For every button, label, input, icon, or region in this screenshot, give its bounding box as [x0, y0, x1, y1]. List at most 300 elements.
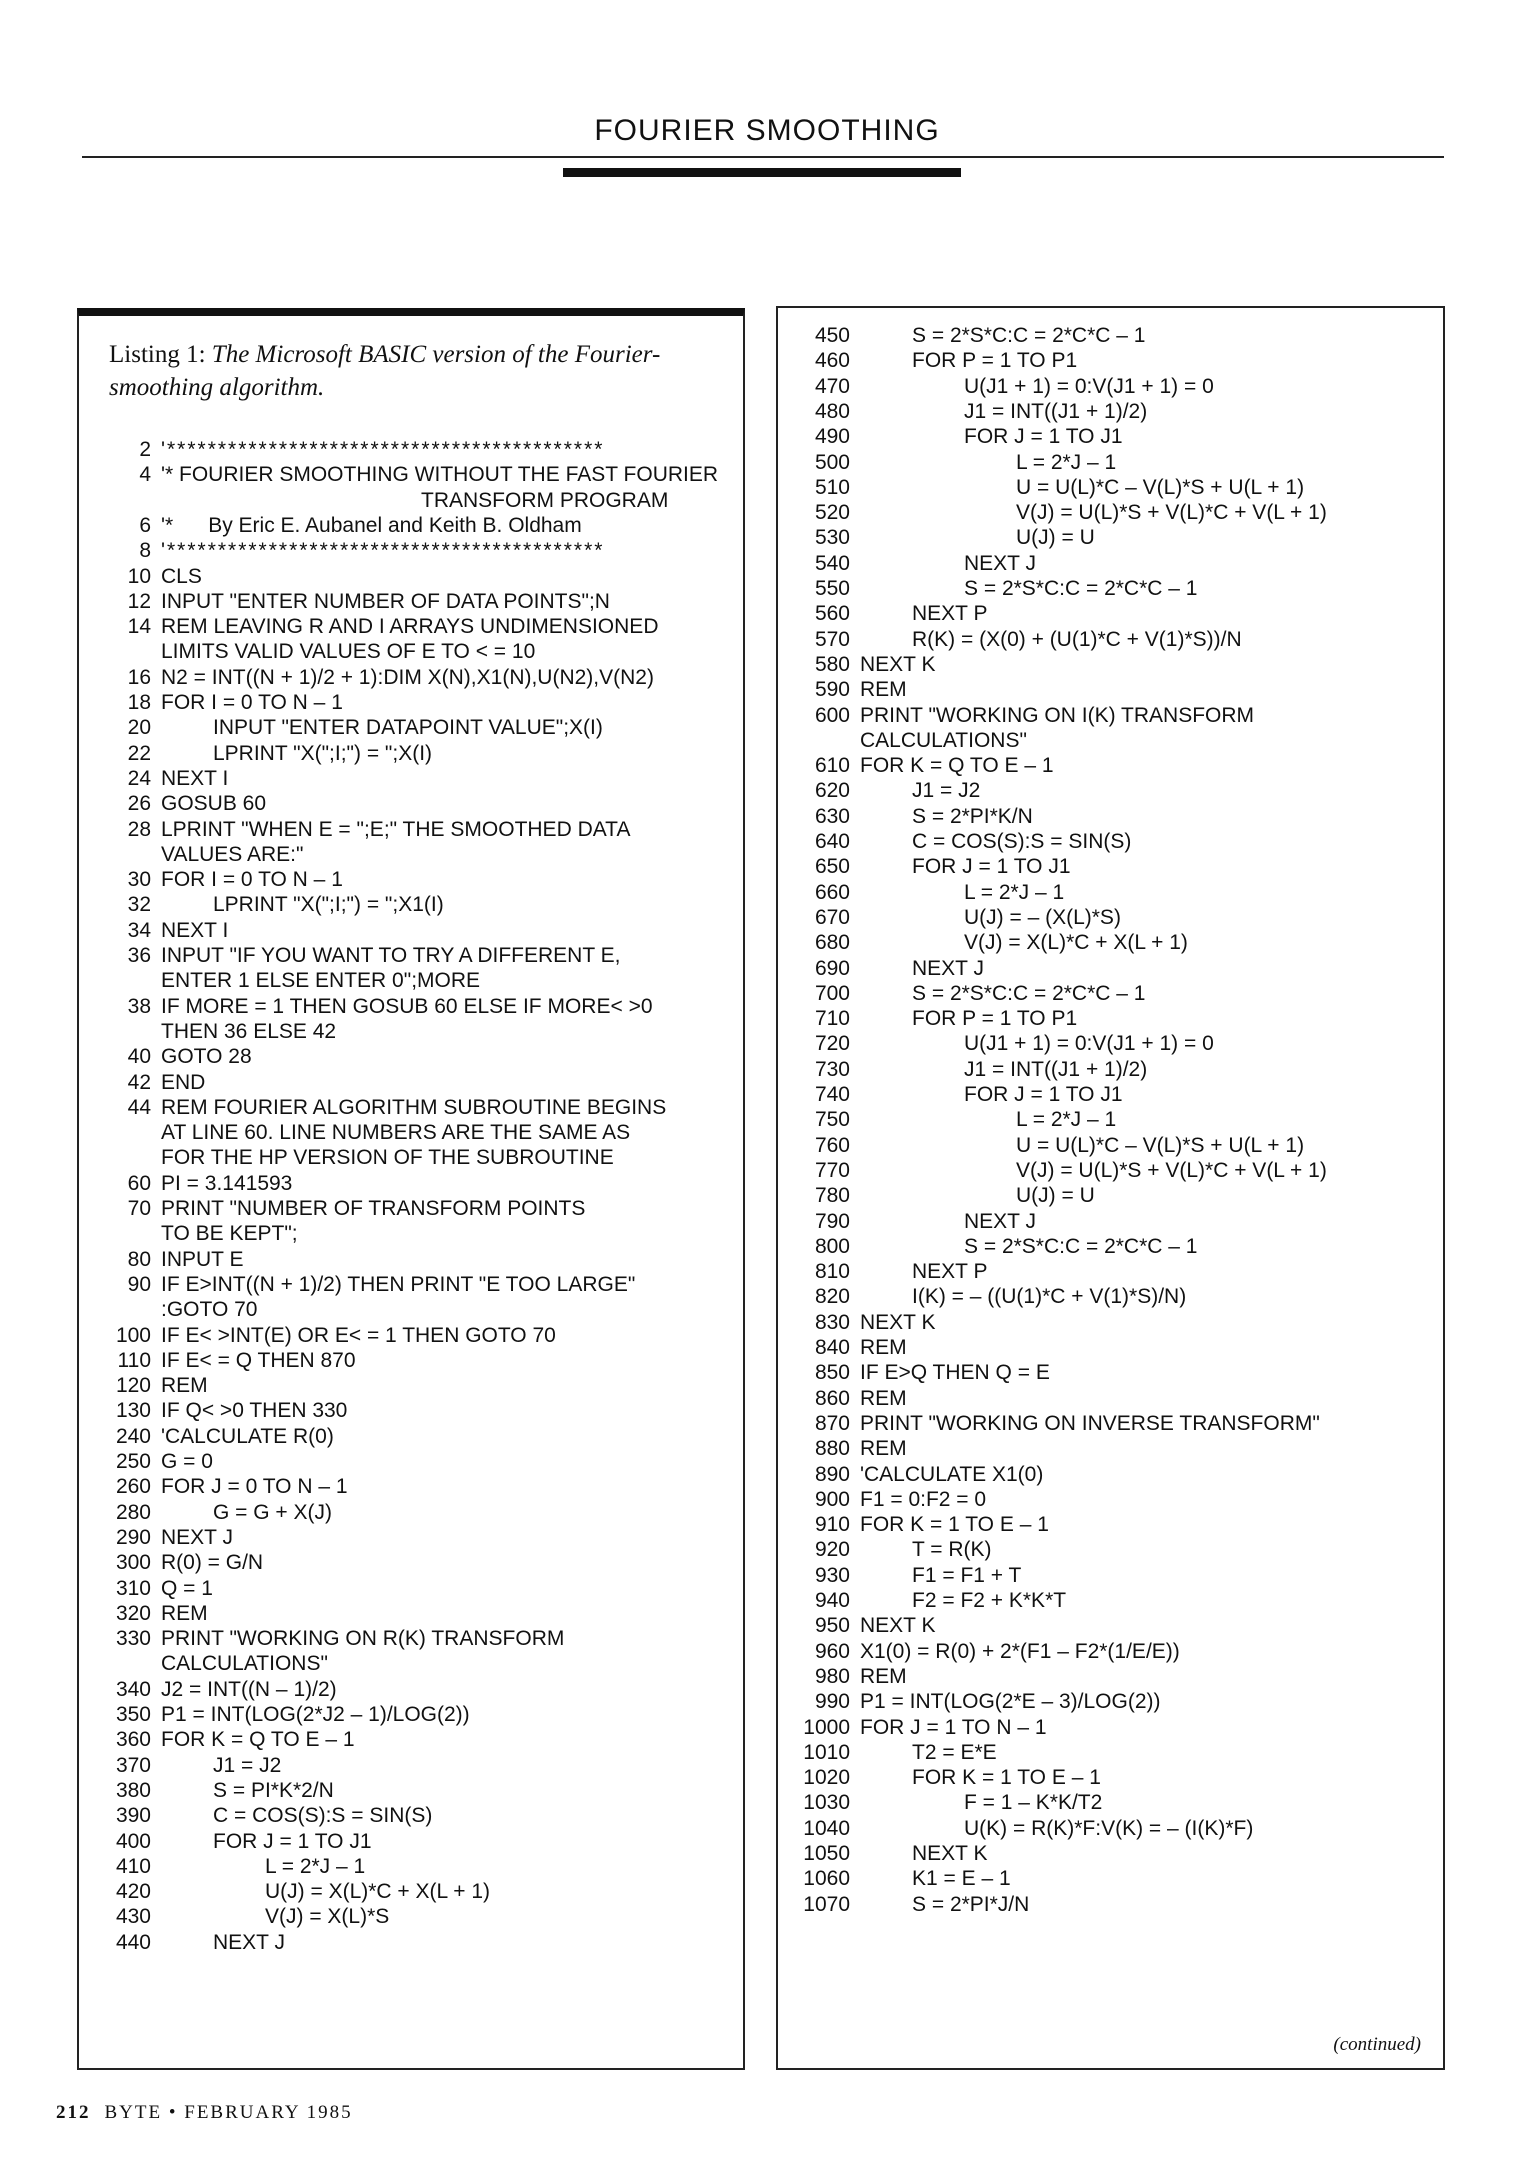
code-line	[778, 1134, 1442, 1159]
code-text: NEXT I	[161, 918, 229, 942]
line-number: 20	[127, 716, 151, 740]
code-text: V(J) = U(L)*S + V(L)*C + V(L + 1)	[1016, 501, 1327, 525]
code-text: R(0) = G/N	[161, 1551, 264, 1575]
line-number: 4	[139, 463, 151, 487]
line-number: 14	[127, 615, 151, 639]
line-number: 340	[115, 1677, 151, 1701]
code-line	[778, 1184, 1442, 1209]
code-line	[778, 349, 1442, 374]
code-line	[778, 1463, 1442, 1488]
code-text: :GOTO 70	[161, 1298, 258, 1322]
code-line	[79, 1045, 743, 1070]
code-line	[778, 1007, 1442, 1032]
code-text: FOR J = 1 TO J1	[213, 1829, 372, 1853]
code-line	[778, 1538, 1442, 1563]
line-number: 560	[814, 602, 850, 626]
code-text: IF MORE = 1 THEN GOSUB 60 ELSE IF MORE< >0	[161, 994, 653, 1018]
header-rule	[82, 156, 1444, 158]
code-text: FOR THE HP VERSION OF THE SUBROUTINE	[161, 1146, 614, 1170]
line-number: 690	[814, 956, 850, 980]
listing-box-left	[77, 308, 745, 2070]
code-line	[79, 716, 743, 741]
code-text: FOR P = 1 TO P1	[912, 1007, 1078, 1031]
code-text: PRINT "NUMBER OF TRANSFORM POINTS	[161, 1197, 586, 1220]
code-text: S = 2*PI*K/N	[912, 804, 1033, 828]
code-text: J1 = INT((J1 + 1)/2)	[964, 1057, 1148, 1081]
code-line	[778, 1210, 1442, 1235]
line-number: 640	[814, 830, 850, 853]
line-number: 590	[814, 678, 850, 702]
code-line	[79, 1324, 743, 1349]
code-text: '* By Eric E. Aubanel and Keith B. Oldham	[161, 513, 582, 537]
line-number: 360	[115, 1728, 151, 1752]
code-line	[778, 1159, 1442, 1184]
code-line	[778, 931, 1442, 956]
code-text: FOR K = 1 TO E – 1	[860, 1513, 1049, 1537]
code-text: NEXT J	[161, 1525, 233, 1549]
code-text: J1 = INT((J1 + 1)/2)	[964, 399, 1148, 423]
code-line	[778, 1437, 1442, 1462]
code-line	[79, 1146, 743, 1171]
line-number: 680	[814, 931, 850, 955]
line-number: 16	[127, 665, 151, 689]
line-number: 350	[115, 1703, 151, 1726]
line-number: 740	[814, 1083, 850, 1106]
line-number: 2	[139, 438, 151, 461]
code-text: IF E< >INT(E) OR E< = 1 THEN GOTO 70	[161, 1323, 556, 1347]
code-text: FOR I = 0 TO N – 1	[161, 691, 343, 714]
code-line	[79, 1703, 743, 1728]
code-line	[79, 995, 743, 1020]
code-line	[79, 1172, 743, 1197]
line-number: 300	[115, 1551, 151, 1575]
code-text: THEN 36 ELSE 42	[161, 1019, 337, 1043]
code-text: FOR K = Q TO E – 1	[161, 1728, 355, 1752]
code-text: FOR I = 0 TO N – 1	[161, 868, 343, 892]
line-number: 1070	[803, 1892, 850, 1916]
line-number: 320	[115, 1601, 151, 1625]
code-line	[778, 1412, 1442, 1437]
code-text: TO BE KEPT";	[161, 1222, 298, 1246]
line-number: 44	[127, 1095, 151, 1119]
code-text: G = G + X(J)	[213, 1500, 333, 1524]
code-line	[79, 590, 743, 615]
code-text: NEXT K	[860, 652, 936, 676]
code-text: FOR J = 0 TO N – 1	[161, 1475, 348, 1499]
code-line	[79, 1931, 743, 1956]
line-number: 60	[127, 1171, 151, 1195]
line-number: 240	[115, 1424, 151, 1448]
code-line	[79, 969, 743, 994]
line-number: 810	[814, 1260, 850, 1284]
code-line	[79, 1855, 743, 1880]
code-text: REM	[860, 678, 907, 702]
code-text: REM	[860, 1386, 907, 1410]
line-number: 910	[814, 1513, 850, 1537]
code-text: REM	[860, 1664, 907, 1688]
line-number: 420	[115, 1880, 151, 1904]
code-line	[79, 1020, 743, 1045]
code-text: P1 = INT(LOG(2*J2 – 1)/LOG(2))	[161, 1703, 470, 1726]
line-number: 1030	[803, 1791, 850, 1815]
line-number: 620	[814, 779, 850, 803]
line-number: 1040	[803, 1816, 850, 1840]
code-line	[79, 1298, 743, 1323]
line-number: 600	[814, 703, 850, 727]
code-line	[79, 1880, 743, 1905]
line-number: 310	[115, 1576, 151, 1600]
code-line	[79, 1248, 743, 1273]
code-line	[778, 1513, 1442, 1538]
code-text: U = U(L)*C – V(L)*S + U(L + 1)	[1016, 1133, 1305, 1157]
code-text: IF E< = Q THEN 870	[161, 1348, 356, 1372]
line-number: 1000	[803, 1715, 850, 1739]
line-number: 26	[127, 792, 151, 816]
code-line	[79, 640, 743, 665]
code-line	[778, 476, 1442, 501]
code-text: S = 2*PI*J/N	[912, 1892, 1030, 1916]
line-number: 610	[814, 754, 850, 778]
line-number: 1060	[803, 1867, 850, 1891]
code-text: S = 2*S*C:C = 2*C*C – 1	[912, 981, 1146, 1005]
code-line	[79, 1627, 743, 1652]
code-line	[79, 1425, 743, 1450]
code-line	[778, 729, 1442, 754]
line-number: 280	[115, 1500, 151, 1524]
code-line	[778, 1260, 1442, 1285]
code-text: ENTER 1 ELSE ENTER 0";MORE	[161, 969, 481, 993]
code-text: NEXT K	[912, 1842, 988, 1865]
line-number: 830	[814, 1310, 850, 1334]
code-line	[79, 1830, 743, 1855]
code-line	[778, 1387, 1442, 1412]
code-line	[79, 868, 743, 893]
listing-caption-label: Listing 1:	[109, 341, 206, 368]
line-number: 710	[814, 1007, 850, 1031]
code-text: J2 = INT((N – 1)/2)	[161, 1677, 337, 1701]
code-line	[79, 944, 743, 969]
line-number: 980	[814, 1664, 850, 1688]
code-text: C = COS(S):S = SIN(S)	[213, 1804, 433, 1828]
code-line	[79, 1399, 743, 1424]
code-text: REM FOURIER ALGORITHM SUBROUTINE BEGINS	[161, 1095, 667, 1119]
line-number: 42	[127, 1070, 151, 1094]
code-line	[778, 1032, 1442, 1057]
page-header-title: FOURIER SMOOTHING	[594, 114, 940, 147]
code-text: PRINT "WORKING ON I(K) TRANSFORM	[860, 703, 1255, 727]
code-line	[778, 1665, 1442, 1690]
code-line	[79, 539, 743, 564]
code-text: NEXT J	[213, 1930, 285, 1954]
code-line	[778, 855, 1442, 880]
code-line	[778, 830, 1442, 855]
code-line	[79, 919, 743, 944]
code-text: C = COS(S):S = SIN(S)	[912, 830, 1132, 853]
line-number: 430	[115, 1905, 151, 1929]
code-line	[79, 1779, 743, 1804]
listing-box-right	[776, 306, 1445, 2070]
line-number: 860	[814, 1386, 850, 1410]
line-number: 130	[115, 1399, 151, 1423]
code-line	[79, 1804, 743, 1829]
code-text: REM	[161, 1601, 208, 1625]
line-number: 930	[814, 1563, 850, 1587]
code-line	[778, 1640, 1442, 1665]
line-number: 920	[814, 1538, 850, 1562]
line-number: 750	[814, 1108, 850, 1132]
code-text: F1 = 0:F2 = 0	[860, 1487, 987, 1511]
line-number: 870	[814, 1411, 850, 1435]
code-line	[79, 1678, 743, 1703]
code-text: L = 2*J – 1	[1016, 1108, 1117, 1132]
line-number: 960	[814, 1639, 850, 1663]
code-text: INPUT "IF YOU WANT TO TRY A DIFFERENT E,	[161, 944, 621, 967]
line-number: 30	[127, 868, 151, 892]
code-text: INPUT "ENTER NUMBER OF DATA POINTS";N	[161, 589, 610, 613]
code-line	[79, 1501, 743, 1526]
code-line	[79, 514, 743, 539]
code-text: J1 = J2	[912, 779, 981, 803]
line-number: 18	[127, 691, 151, 714]
code-text: U(J1 + 1) = 0:V(J1 + 1) = 0	[964, 374, 1214, 398]
code-text: U(J1 + 1) = 0:V(J1 + 1) = 0	[964, 1032, 1214, 1056]
code-text: 'CALCULATE R(0)	[161, 1424, 334, 1448]
line-number: 570	[814, 627, 850, 651]
line-number: 100	[115, 1323, 151, 1347]
code-text: LPRINT "X(";I;") = ";X1(I)	[213, 893, 444, 917]
line-number: 70	[127, 1197, 151, 1220]
code-text: NEXT K	[860, 1614, 936, 1638]
code-line	[778, 754, 1442, 779]
line-number: 800	[814, 1234, 850, 1258]
code-line	[778, 1108, 1442, 1133]
code-text: FOR J = 1 TO J1	[964, 425, 1123, 449]
listing-caption	[109, 338, 709, 404]
line-number: 1050	[803, 1842, 850, 1865]
line-number: 390	[115, 1804, 151, 1828]
line-number: 780	[814, 1184, 850, 1208]
code-text: FOR K = 1 TO E – 1	[912, 1766, 1101, 1790]
code-line	[79, 1754, 743, 1779]
line-number: 630	[814, 804, 850, 828]
code-text: END	[161, 1070, 206, 1094]
listing-caption-text: The Microsoft BASIC version of the Fourier-smoothing algorithm.	[109, 341, 661, 401]
line-number: 260	[115, 1475, 151, 1499]
line-number: 38	[127, 994, 151, 1018]
line-number: 370	[115, 1753, 151, 1777]
line-number: 1020	[803, 1766, 850, 1790]
code-line	[778, 1817, 1442, 1842]
line-number: 940	[814, 1589, 850, 1612]
code-text: V(J) = X(L)*S	[265, 1905, 390, 1929]
code-text: GOTO 28	[161, 1045, 252, 1069]
code-text: LPRINT "X(";I;") = ";X(I)	[213, 741, 433, 765]
code-line	[778, 1867, 1442, 1892]
code-line	[79, 565, 743, 590]
line-number: 730	[814, 1057, 850, 1081]
line-number: 12	[127, 589, 151, 613]
line-number: 22	[127, 741, 151, 765]
line-number: 480	[814, 399, 850, 423]
code-line	[79, 1602, 743, 1627]
code-text: '*******************************************	[161, 539, 605, 563]
code-line	[79, 438, 743, 463]
code-text: CLS	[161, 564, 202, 588]
code-line	[778, 526, 1442, 551]
code-text: S = 2*S*C:C = 2*C*C – 1	[964, 1234, 1198, 1258]
code-line	[79, 792, 743, 817]
code-text: PI = 3.141593	[161, 1171, 293, 1195]
code-line	[79, 1526, 743, 1551]
code-text: IF E>Q THEN Q = E	[860, 1361, 1050, 1385]
code-text: INPUT "ENTER DATAPOINT VALUE";X(I)	[213, 716, 603, 740]
page-footer	[56, 2102, 353, 2124]
code-line	[778, 1235, 1442, 1260]
code-line	[79, 1121, 743, 1146]
code-text: S = PI*K*2/N	[213, 1778, 334, 1802]
code-text: REM	[860, 1336, 907, 1359]
code-line	[778, 375, 1442, 400]
line-number: 28	[127, 817, 151, 841]
header-bar	[563, 168, 961, 177]
code-text: NEXT J	[964, 1209, 1036, 1233]
code-text: REM LEAVING R AND I ARRAYS UNDIMENSIONED	[161, 615, 659, 639]
code-line	[778, 957, 1442, 982]
code-line	[79, 691, 743, 716]
code-text: U(J) = U	[1016, 526, 1095, 550]
line-number: 660	[814, 880, 850, 904]
code-text: IF E>INT((N + 1)/2) THEN PRINT "E TOO LARGE"	[161, 1272, 636, 1296]
line-number: 24	[127, 766, 151, 790]
line-number: 120	[115, 1374, 151, 1398]
line-number: 10	[127, 564, 151, 588]
code-line	[778, 1564, 1442, 1589]
code-line	[778, 779, 1442, 804]
line-number: 700	[814, 981, 850, 1005]
code-text: L = 2*J – 1	[1016, 450, 1117, 474]
code-text: T = R(K)	[912, 1538, 992, 1562]
code-text: PRINT "WORKING ON R(K) TRANSFORM	[161, 1627, 565, 1651]
code-text: V(J) = U(L)*S + V(L)*C + V(L + 1)	[1016, 1158, 1327, 1182]
code-line	[778, 1741, 1442, 1766]
code-text: REM	[860, 1437, 907, 1461]
code-line	[79, 818, 743, 843]
code-text: NEXT I	[161, 766, 229, 790]
code-line	[778, 1083, 1442, 1108]
code-text: U(J) = X(L)*C + X(L + 1)	[265, 1880, 491, 1904]
code-line	[778, 678, 1442, 703]
code-line	[79, 1652, 743, 1677]
code-text: 'CALCULATE X1(0)	[860, 1462, 1044, 1486]
code-text: GOSUB 60	[161, 792, 267, 816]
line-number: 40	[127, 1045, 151, 1069]
line-number: 470	[814, 374, 850, 398]
code-text: R(K) = (X(0) + (U(1)*C + V(1)*S))/N	[912, 627, 1242, 651]
code-line	[79, 1374, 743, 1399]
code-text: '* FOURIER SMOOTHING WITHOUT THE FAST FOURIER	[161, 463, 719, 487]
code-line	[778, 1336, 1442, 1361]
line-number: 32	[127, 893, 151, 917]
code-line	[778, 1614, 1442, 1639]
code-line	[778, 324, 1442, 349]
code-line	[778, 1361, 1442, 1386]
line-number: 650	[814, 855, 850, 879]
code-line	[79, 1273, 743, 1298]
line-number: 8	[139, 539, 151, 563]
page-number: 212	[56, 2102, 91, 2123]
line-number: 410	[115, 1854, 151, 1878]
code-text: U(J) = U	[1016, 1184, 1095, 1208]
code-text: INPUT E	[161, 1247, 244, 1271]
code-line	[778, 400, 1442, 425]
line-number: 380	[115, 1778, 151, 1802]
code-line	[778, 704, 1442, 729]
code-text: AT LINE 60. LINE NUMBERS ARE THE SAME AS	[161, 1121, 631, 1145]
line-number: 850	[814, 1361, 850, 1385]
code-line	[79, 615, 743, 640]
code-line	[778, 653, 1442, 678]
line-number: 500	[814, 450, 850, 474]
line-number: 1010	[803, 1740, 850, 1764]
line-number: 510	[814, 475, 850, 499]
code-text: CALCULATIONS"	[161, 1652, 328, 1676]
code-line	[778, 1791, 1442, 1816]
code-line	[778, 1058, 1442, 1083]
code-line	[79, 1728, 743, 1753]
line-number: 460	[814, 349, 850, 373]
line-number: 880	[814, 1437, 850, 1461]
code-line	[79, 1071, 743, 1096]
code-text: G = 0	[161, 1450, 213, 1473]
code-line	[79, 893, 743, 918]
line-number: 110	[117, 1348, 151, 1372]
line-number: 840	[814, 1336, 850, 1359]
code-text: LIMITS VALID VALUES OF E TO < = 10	[161, 640, 536, 664]
line-number: 540	[814, 551, 850, 575]
code-line	[79, 1551, 743, 1576]
line-number: 670	[814, 905, 850, 929]
code-text: N2 = INT((N + 1)/2 + 1):DIM X(N),X1(N),U(N2),V(N2)	[161, 665, 654, 689]
line-number: 580	[814, 652, 850, 676]
code-text: P1 = INT(LOG(2*E – 3)/LOG(2))	[860, 1690, 1161, 1714]
code-line	[778, 1893, 1442, 1918]
code-line	[778, 628, 1442, 653]
line-number: 990	[814, 1690, 850, 1714]
code-text: S = 2*S*C:C = 2*C*C – 1	[912, 324, 1146, 347]
code-text: F2 = F2 + K*K*T	[912, 1589, 1067, 1612]
code-text: L = 2*J – 1	[265, 1854, 366, 1878]
code-line	[778, 1766, 1442, 1791]
code-text: FOR P = 1 TO P1	[912, 349, 1078, 373]
line-number: 250	[115, 1450, 151, 1473]
code-text: FOR J = 1 TO J1	[964, 1083, 1123, 1106]
code-line	[778, 1716, 1442, 1741]
code-text: NEXT P	[912, 1260, 988, 1284]
line-number: 490	[814, 425, 850, 449]
code-line	[778, 881, 1442, 906]
code-line	[778, 577, 1442, 602]
code-text: NEXT J	[964, 551, 1036, 575]
code-text: NEXT P	[912, 602, 988, 626]
code-text: I(K) = – ((U(1)*C + V(1)*S)/N)	[912, 1285, 1187, 1309]
code-line	[79, 767, 743, 792]
code-line	[778, 1311, 1442, 1336]
code-text: F = 1 – K*K/T2	[964, 1791, 1103, 1815]
line-number: 770	[814, 1158, 850, 1182]
line-number: 950	[814, 1614, 850, 1638]
line-number: 760	[814, 1133, 850, 1157]
code-line	[778, 602, 1442, 627]
